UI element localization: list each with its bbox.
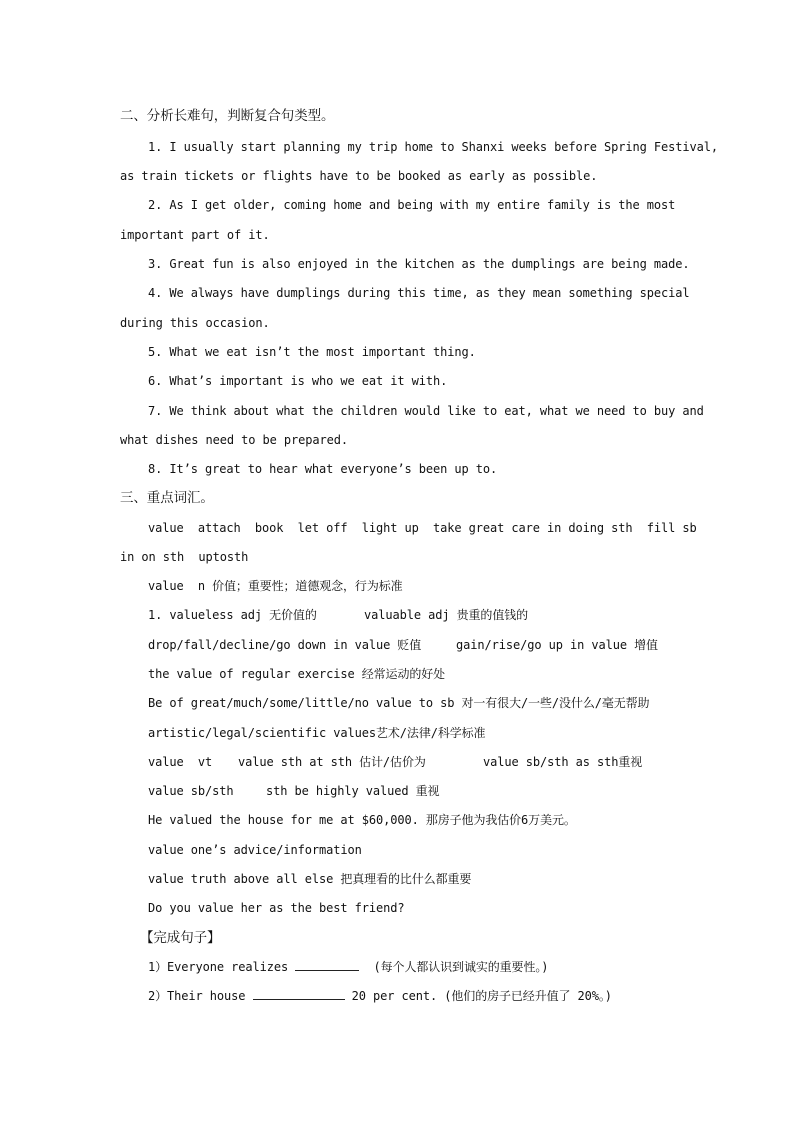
entry-regular-exercise: the value of regular exercise 经常运动的好处 [148,667,446,681]
entry-valueless: 1. valueless adj 无价值的 [148,608,317,622]
complete-sentences-heading: 【完成句子】 [140,930,221,946]
item-2-suffix: 20 per cent. [351,989,438,1003]
entry-drop-in-value: drop/fall/decline/go down in value 贬值 [148,638,422,652]
entry-best-friend: Do you value her as the best friend? [148,901,405,915]
entry-value-as: value sb/sth as sth重视 [483,755,643,769]
entry-valuable: valuable adj 贵重的值钱的 [364,608,529,622]
sentence-4-line-1: 4. We always have dumplings during this time, as they mean something special [148,286,690,300]
sentence-7-line-1: 7. We think about what the children would like to eat, what we need to buy and [148,404,704,418]
sentence-5: 5. What we eat isn’t the most important thing. [148,345,476,359]
item-1-prefix: 1）Everyone realizes [148,960,289,974]
entry-highly-valued: sth be highly valued 重视 [266,784,440,798]
answer-blank-2[interactable] [253,988,345,1000]
entry-artistic-values: artistic/legal/scientific values艺术/法律/科学标准 [148,726,486,740]
section-2-heading: 二、分析长难句，判断复合句类型。 [120,108,335,124]
entry-value-sb: value sb/sth [148,784,234,798]
section-3-heading: 三、重点词汇。 [120,490,214,506]
vocab-list-line-2: in on sth uptosth [120,550,249,564]
sentence-6: 6. What’s important is who we eat it with. [148,374,448,388]
answer-blank-1[interactable] [295,959,359,971]
sentence-3: 3. Great fun is also enjoyed in the kitchen as the dumplings are being made. [148,257,690,271]
item-1-hint: (每个人都认识到诚实的重要性。) [373,960,549,974]
entry-house-example: He valued the house for me at $60,000. 那房子他为我估价6万美元。 [148,813,576,827]
entry-value-at: value sth at sth 估计/估价为 [238,755,426,769]
entry-gain-in-value: gain/rise/go up in value 增值 [456,638,658,652]
sentence-8: 8. It’s great to hear what everyone’s been up to. [148,462,498,476]
entry-value-noun: value n 价值；重要性；道德观念，行为标准 [148,579,403,593]
sentence-1-line-2: as train tickets or flights have to be booked as early as possible. [120,169,598,183]
item-2-prefix: 2）Their house [148,989,246,1003]
vocab-list-line-1: value attach book let off light up take great care in doing sth fill sb [148,521,697,535]
sentence-7-line-2: what dishes need to be prepared. [120,433,348,447]
entry-be-of-value: Be of great/much/some/little/no value to sb 对一有很大/一些/没什么/毫无帮助 [148,696,650,710]
entry-value-verb: value vt [148,755,213,769]
entry-advice: value one’s advice/information [148,843,362,857]
entry-truth: value truth above all else 把真理看的比什么都重要 [148,872,472,886]
sentence-2-line-2: important part of it. [120,228,270,242]
complete-item-2 [148,988,612,1004]
sentence-4-line-2: during this occasion. [120,316,270,330]
sentence-1-line-1: 1. I usually start planning my trip home to Shanxi weeks before Spring Festival, [148,140,718,154]
sentence-2-line-1: 2. As I get older, coming home and being with my entire family is the most [148,198,676,212]
item-2-hint: (他们的房子已经升值了 20%。) [444,989,612,1003]
complete-item-1 [148,959,548,975]
